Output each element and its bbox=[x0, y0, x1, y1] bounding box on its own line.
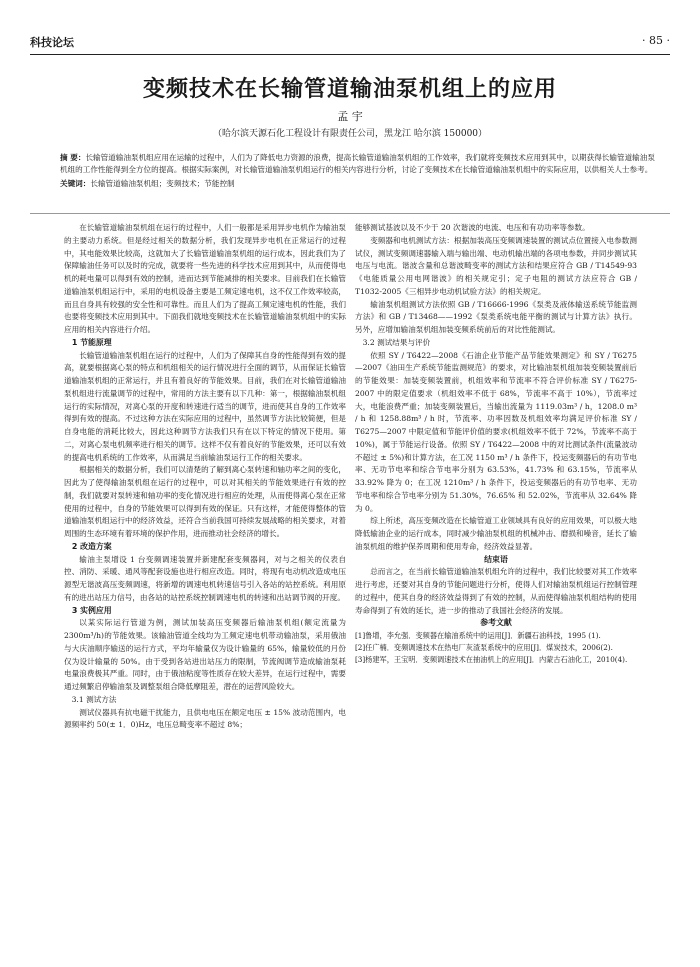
journal-name: 科技论坛 bbox=[30, 36, 74, 49]
affiliation: （哈尔滨天源石化工程设计有限责任公司，黑龙江 哈尔滨 150000） bbox=[212, 129, 488, 139]
body-paragraph: 长输管道输油泵机组在运行的过程中，人们为了保障其自身的性能得到有效的提高，就要根据离心泵的特点和机组相关的运行情况进行全面的调节，从而保证长输管道输油泵机组的正常运行，并且有着良好的节能效果。目前，我们在对长输管道输油泵机组进行流量调节的过程中，常用的方法主要有以下几种：第一，根据输油泵机组运行的实际情况，对离心泵的开度和转速进行适当的调节，进而使其自身的工作效率得到有效的提高。不过这种方法在实际应用的过程中，虽然调节方法比较简便，但是自身电能的消耗比较大，因此这种调节方法我们只有在以下特定的情况下使用。第二，对离心泵电机频率进行相关的调节。这样不仅有着良好的节能效果，还可以有效的提高电机系统的工作效率，从而满足当前输油泵运行工作的相关要求。 bbox=[64, 350, 346, 462]
conclusion-heading: 结束语 bbox=[484, 554, 508, 564]
body-paragraph: 根据相关的数据分析，我们可以清楚的了解到离心泵转速和轴功率之间的变化，因此为了使得输油泵机组在运行的过程中，可以对其相关的节能效果进行有效的控制，我们就要对泵转速和轴功率的变化情况进行相应的处理，从而使得离心泵在正常使用的过程中，自身的节能效果可以得到有效的保证。只有这样，才能使得整体的管道输油泵机组运行中的经济效益，还符合当前我国可持续发展战略的相关要求，对着周围的生态环境有着环境的保护作用，进而推动社会经济的增长。 bbox=[64, 465, 346, 538]
reference-item: [1]鲁增，李允强．变频器在输油系统中的运用[J]．新疆石油科技，1995 (1). bbox=[355, 631, 601, 640]
section-heading: 2 改造方案 bbox=[71, 541, 112, 551]
subsection-heading: 3.1 测试方法 bbox=[71, 694, 117, 704]
body-paragraph: 依照 SY / T6422—2008《石油企业节能产品节能效果测定》和 SY / T6275—2007《油田生产系统节能监测规范》的要求，对比输油泵机组加装变频装置前后的节能效果：加装变频装置前，机组效率和节流率不符合评价标准 SY / T6275-2007 中的限定值要求（机组效率不低于 68%，节流率不高于 10%），节流率过大，电能浪费严重；加装变频装置后，当输出流量为 1119.03m³ / h，1208.0 m³ / h 和 1258.88m³ / h 时，节流率、功率因数及机组效率均满足评价标准 SY / T6275—2007 中限定值和节能评价值的要求(机组效率不低于 72%，节流率不高于 10%)，属于节能运行设备。依照 SY / T6422—2008 中的对比测试条件(流量波动不超过 ± 5%)和计算方法，在工况 1150 m³ / h 条件下，投运变频器后的有功节电率、无功节电率和综合节电率分别为 63.53%，41.73% 和 63.15%，节流率从 33.92% 降为 0；在工况 1210m³ / h 条件下，投运变频器后的有功节电率、无功节电率和综合节电率分别为 51.30%，76.65% 和 52.02%，节流率从 32.64% 降为 0。 bbox=[355, 350, 637, 513]
body-paragraph: 能够测试基波以及不少于 20 次谐波的电流、电压和有功功率等参数。 bbox=[355, 223, 590, 232]
body-paragraph: 变频器和电机测试方法：根据加装高压变频调速装置的测试点位置接入电参数测试仪，测试变频调速器输入端与输出端、电动机输出端的各项电参数，并同步测试其电压与电流。谐波含量和总谐波畸变率的测试方法和结果应符合 GB / T14549-93《电能质量公用电网谐波》的相关规定引；定子电阻的测试方法应符合 GB / T1032-2005《三相异步电动机试验方法》的相关规定。 bbox=[355, 235, 637, 296]
body-paragraph: 综上所述，高压变频改造在长输管道工业领域具有良好的应用效果，可以极大地降低输油企业的运行成本，同时减少输油泵机组的机械冲击、磨损和噪音，延长了输油泵机组的维护保养周期和使用寿命，经济效益显著。 bbox=[355, 516, 637, 551]
abstract bbox=[60, 152, 660, 190]
abstract-label: 摘 要： bbox=[60, 153, 86, 162]
divider bbox=[30, 213, 670, 214]
section-heading: 3 实例应用 bbox=[71, 605, 112, 615]
reference-item: [3]杨建军，王宝明．变频调速技术在抽油机上的应用[J]．内蒙古石油化工，2010(4). bbox=[355, 655, 628, 664]
body-paragraph: 以某实际运行管道为例，测试加装高压变频器后输油泵机组(额定流量为 2300m³/h)的节能效果。该输油管道全线均为工频定速电机带动输油泵，采用俄油与大庆油顺序输送的运行方式，平均年输量仅为设计输量的 65%，输量较低的月份仅为设计输量的 50%。由于受到各站进出站压力的限制，节流阀调节造成输油泵耗电量浪费极其严重。同时，由于俄油粘度等性质存在较大差异，在运行过程中，需要通过频繁启停输油泵及调整泵组合降低摩阻差，潜在的运营风险较大。 bbox=[64, 618, 346, 691]
keywords-text: 长输管道输油泵机组；变频技术；节能控制 bbox=[90, 178, 235, 188]
section-heading: 1 节能原理 bbox=[71, 337, 112, 347]
right-column bbox=[355, 222, 637, 666]
body-paragraph: 输油泵机组测试方法依照 GB / T16666-1996《泵类及液体输送系统节能监测方法》和 GB / T13468——1992《泵类系统电能平衡的测试与计算方法》执行。另外，应增加输油泵机组加装变频系统前后的对比性能测试。 bbox=[355, 299, 637, 334]
left-column bbox=[64, 222, 346, 732]
keywords-label: 关键词： bbox=[60, 178, 91, 188]
body-paragraph: 输油主泵增设 1 台变频调速装置并新建配套变频器间，对与之相关的仪表自控、消防、采暖、通风等配套设施也进行相应改造。同时，将现有电动机改造成电压源型无谐波高压变频调速，将新增的调速电机转速信号引入各站的站控系统。利用原有的进出站压力信号，由各站的站控系统控制调速电机的转速和出站调节阀的开度。 bbox=[64, 554, 346, 602]
article-title: 变频技术在长输管道输油泵机组上的应用 bbox=[142, 76, 557, 102]
references-heading: 参考文献 bbox=[480, 618, 512, 628]
body-paragraph: 总而言之，在当前长输管道输油泵机组允许的过程中，我们比较要对其工作效率进行考虑，还要对其自身的节能问题进行分析，使得人们对输油泵机组运行控制管理的过程中，使其自身的经济效益得到了有效的控制，从而使得输油泵机组结构的使用寿命得到了有效的延长，进一步的推动了我国社会经济的发展。 bbox=[355, 567, 637, 615]
page-number: · 85 · bbox=[642, 34, 670, 47]
subsection-heading: 3.2 测试结果与评价 bbox=[362, 337, 431, 347]
title-block bbox=[30, 74, 670, 140]
reference-item: [2]任广楠．变频调速技术在热电厂灰渣泵系统中的应用[J]．煤炭技术，2006(2). bbox=[355, 643, 613, 652]
reference-list bbox=[355, 630, 637, 666]
body-paragraph: 在长输管道输油泵机组在运行的过程中，人们一般都是采用异步电机作为输油泵的主要动力系统。但是经过相关的数据分析，我们发现异步电机在正常运行的过程中，其电能效果比较高，这就加大了长输管道输油泵机组的运行成本，因此我们为了保障输油任务可以及时的完成，就要将一些先进的科学技术应用到其中，从而使得电机的耗电量可以得到有效的控制，进而达到节能减排的相关要求。目前我们在长输管道输油泵机组运行中，采用的电机设备主要是工频定速电机，这不仅工作效率较高，而且自身具有较强的安全性和可靠性。而且人们为了提高工频定速电机的性能，我们也要将变频技术应用到其中。下面我们就地变频技术在长输管道输油泵机组中的实际应用的相关内容进行介绍。 bbox=[64, 223, 346, 334]
author: 孟 宇 bbox=[337, 110, 363, 123]
running-header bbox=[30, 32, 670, 55]
body-paragraph: 测试仪器具有抗电磁干扰能力，且供电电压在额定电压 ± 15% 波动范围内，电源频率约 50(± 1．0)Hz，电压总畸变率不超过 8%； bbox=[64, 707, 346, 730]
abstract-text: 长输管道输油泵机组应用在运输的过程中，人们为了降低电力资源的浪费，提高长输管道输油泵机组的工作效率，我们就将变频技术应用到其中，以期获得长输管道输油泵机组的工作性能得到全方位的提高。根据实际案例，对长输管道输油泵机组运行的相关内容进行分析，讨论了变频技术在长输管道输油泵机组中的实际应用，以供相关人士参考。 bbox=[60, 153, 655, 175]
